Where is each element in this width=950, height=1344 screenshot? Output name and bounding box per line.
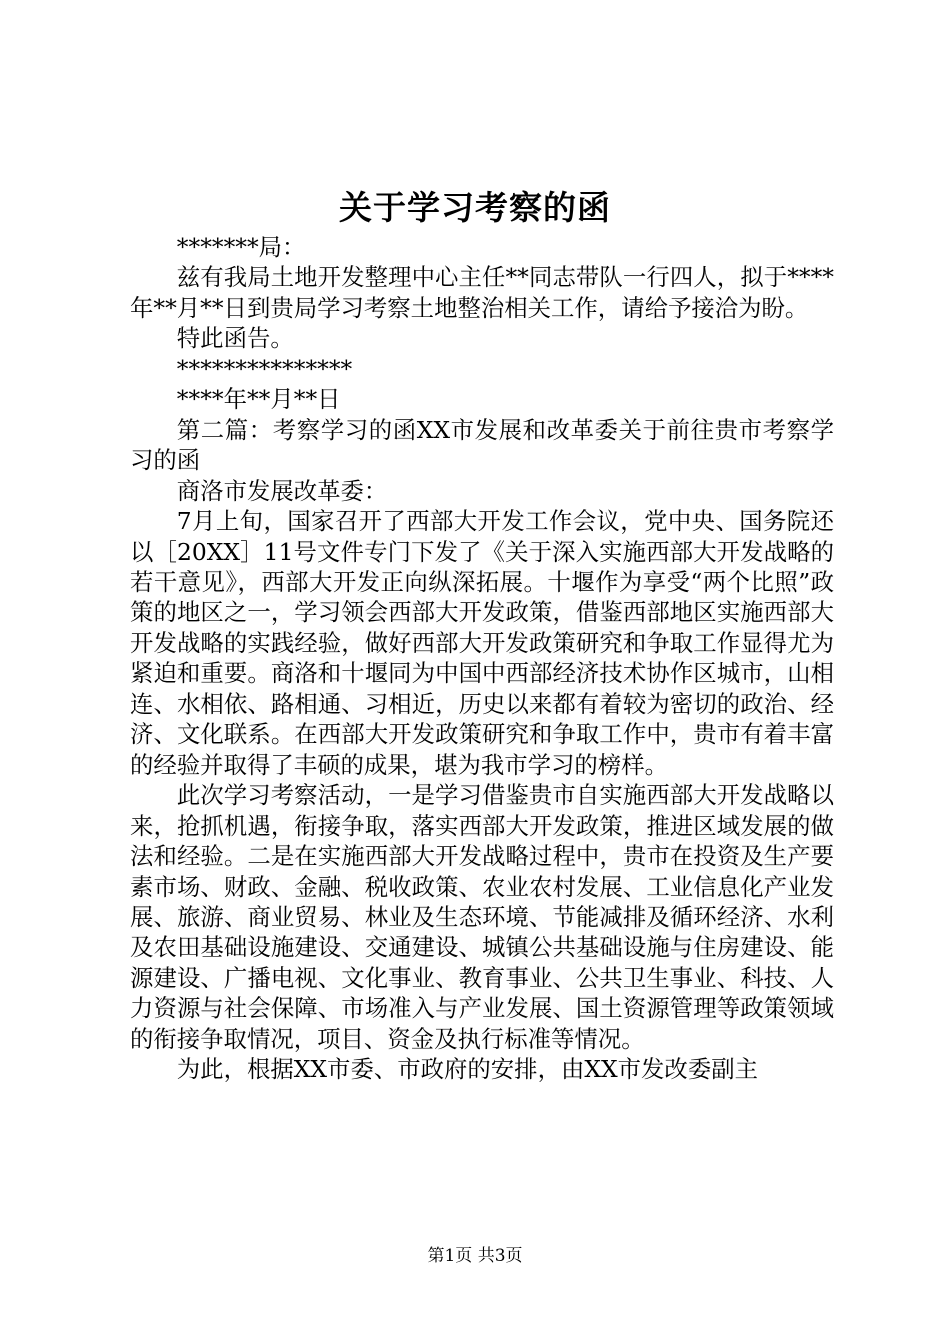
recipient-line: 商洛市发展改革委：	[176, 476, 388, 505]
date-line: ****年**月**日	[176, 385, 341, 414]
signature-line: ***************	[176, 354, 353, 383]
document-title: 关于学习考察的函	[339, 188, 611, 227]
page-number: 第1页 共3页	[427, 1246, 523, 1266]
section-heading: 第二篇：考察学习的函XX市发展和改革委关于前往贵市考察学习的函	[130, 415, 834, 475]
body-paragraph: 此次学习考察活动，一是学习借鉴贵市自实施西部大开发战略以来，抢抓机遇，衔接争取，落实西部大开发政策，推进区域发展的做法和经验。二是在实施西部大开发战略过程中，贵市在投资及生产要素市场、财政、金融、税收政策、农业农村发展、工业信息化产业发展、旅游、商业贸易、林业及生态环境、节能减排及循环经济、水利及农田基础设施建设、交通建设、城镇公共基础设施与住房建设、能源建设、广播电视、文化事业、教育事业、公共卫生事业、科技、人力资源与社会保障、市场准入与产业发展、国土资源管理等政策领域的衔接争取情况，项目、资金及执行标准等情况。	[130, 781, 834, 1053]
document-body	[130, 232, 834, 1085]
body-paragraph: 7月上旬，国家召开了西部大开发工作会议，党中央、国务院还以［20XX］11号文件专门下发了《关于深入实施西部大开发战略的若干意见》，西部大开发正向纵深拓展。十堰作为享受“两个比照”政策的地区之一，学习领会西部大开发政策，借鉴西部地区实施西部大开发战略的实践经验，做好西部大开发政策研究和争取工作显得尤为紧迫和重要。商洛和十堰同为中国中西部经济技术协作区城市，山相连、水相依、路相通、习相近，历史以来都有着较为密切的政治、经济、文化联系。在西部大开发政策研究和争取工作中，贵市有着丰富的经验并取得了丰硕的成果，堪为我市学习的榜样。	[130, 507, 834, 779]
body-paragraph: 兹有我局土地开发整理中心主任**同志带队一行四人，拟于****年**月**日到贵局学习考察土地整治相关工作，请给予接洽为盼。	[130, 263, 834, 322]
body-paragraph: 为此，根据XX市委、市政府的安排，由XX市发改委副主	[176, 1055, 758, 1084]
closing-line: 特此函告。	[176, 324, 294, 353]
salutation: *******局：	[176, 233, 306, 261]
